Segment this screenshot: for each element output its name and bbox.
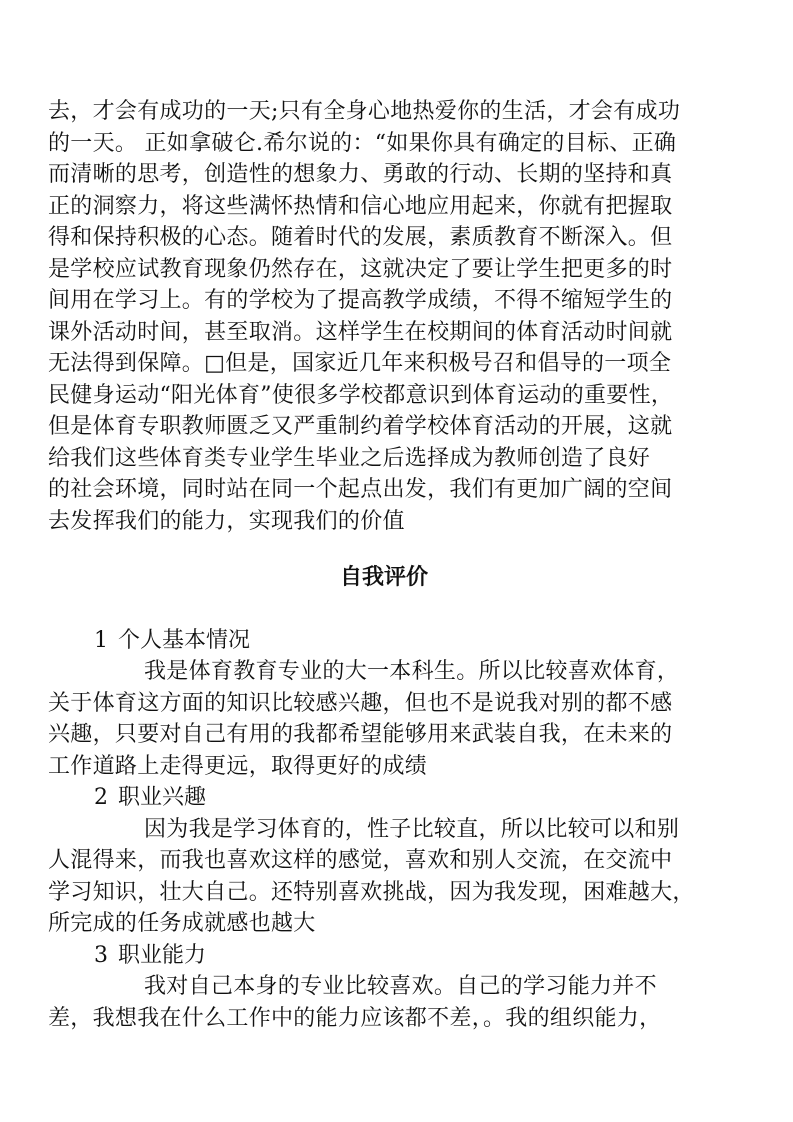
section-career-interest [48, 782, 720, 940]
section-title [48, 940, 720, 972]
section-personal-info [48, 625, 720, 783]
text-line: 工作道路上走得更远，取得更好的成绩 [48, 753, 428, 779]
text-line: 得和保持积极的心态。随着时代的发展，素质教育不断深入。但 [48, 225, 673, 250]
text-line: 间用在学习上。有的学校为了提高教学成绩，不得不缩短学生的 [48, 288, 673, 313]
section-title-text: 个人基本情况 [118, 627, 251, 653]
text-line: 民健身运动“阳光体育”使很多学校都意识到体育运动的重要性， [48, 382, 674, 408]
text-line: 因为我是学习体育的，性子比较直，所以比较可以和别 [144, 816, 680, 842]
text-line: 我是体育教育专业的大一本科生。所以比较喜欢体育， [144, 659, 680, 684]
intro-paragraph [48, 96, 720, 537]
section-number: 2 [94, 785, 108, 810]
section-career-ability [48, 940, 720, 1035]
text-line: 学习知识，壮大自己。还特别喜欢挑战，因为我发现，困难越大， [48, 879, 695, 905]
text-line: 但是体育专职教师匮乏又严重制约着学校体育活动的开展，这就 [48, 414, 673, 439]
text-line: 兴趣，只要对自己有用的我都希望能够用来武装自我，在未来的 [48, 722, 673, 747]
text-line: 人混得来，而我也喜欢这样的感觉，喜欢和别人交流，在交流中 [48, 848, 673, 873]
document-page [48, 96, 720, 1034]
text-line: 课外活动时间，甚至取消。这样学生在校期间的体育活动时间就 [48, 319, 673, 345]
section-heading: 自我评价 [339, 565, 428, 590]
section-title-text: 职业兴趣 [118, 785, 207, 810]
section-number: 1 [94, 627, 108, 653]
text-line: 的一天。 正如拿破仑.希尔说的：“如果你具有确定的目标、正确 [48, 130, 677, 156]
text-line: 去，才会有成功的一天;只有全身心地热爱你的生活，才会有成功 [48, 99, 681, 124]
section-title-text: 职业能力 [118, 942, 207, 968]
text-line: 所完成的任务成就感也越大 [48, 911, 316, 936]
text-line: 正的洞察力，将这些满怀热情和信心地应用起来，你就有把握取 [48, 193, 673, 219]
section-number: 3 [94, 942, 108, 968]
section-title [48, 782, 720, 814]
text-line: 给我们这些体育类专业学生毕业之后选择成为教师创造了良好 [48, 445, 651, 471]
text-line: 去发挥我们的能力，实现我们的价值 [48, 508, 405, 534]
text-line: 关于体育这方面的知识比较感兴趣，但也不是说我对别的都不感 [48, 690, 673, 716]
text-line: 差，我想我在什么工作中的能力应该都不差，。我的组织能力， [48, 1005, 662, 1031]
text-line: 我对自己本身的专业比较喜欢。自己的学习能力并不 [144, 974, 657, 999]
text-line: 而清晰的思考，创造性的想象力、勇敢的行动、长期的坚持和真 [48, 162, 673, 187]
text-line: 是学校应试教育现象仍然存在，这就决定了要让学生把更多的时 [48, 256, 673, 282]
text-line: 的社会环境，同时站在同一个起点出发，我们有更加广阔的空间 [48, 477, 673, 502]
text-line: 无法得到保障。□但是，国家近几年来积极号召和倡导的一项全 [48, 351, 672, 376]
section-title [48, 625, 720, 657]
